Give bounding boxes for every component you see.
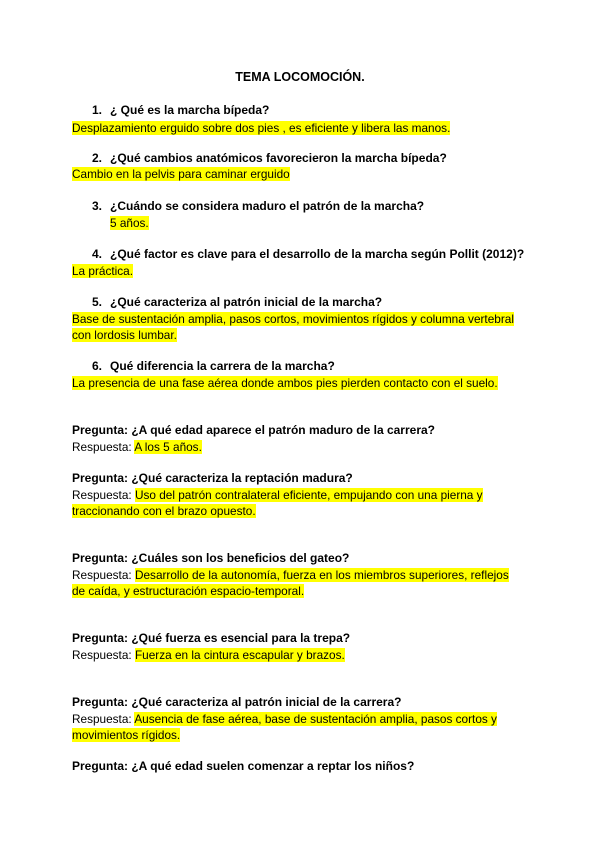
qa-question-3: Pregunta: ¿Cuáles son los beneficios del gateo? <box>72 551 350 565</box>
answer-text-line-2: movimientos rígidos. <box>72 728 181 742</box>
answer-2 <box>72 166 290 182</box>
question-5 <box>92 295 382 309</box>
answer-text: Fuerza en la cintura escapular y brazos. <box>134 648 345 662</box>
document-title: TEMA LOCOMOCIÓN. <box>235 70 365 84</box>
qa-answer-1 <box>72 439 202 455</box>
question-6 <box>92 359 335 373</box>
answer-text-line-2: con lordosis lumbar. <box>72 328 177 342</box>
qa-question-2: Pregunta: ¿Qué caracteriza la reptación madura? <box>72 471 353 485</box>
answer-6 <box>72 375 498 391</box>
answer-4 <box>72 263 133 279</box>
question-number: 4. <box>92 247 103 261</box>
answer-text-line-1: Desarrollo de la autonomía, fuerza en los miembros superiores, reflejos <box>134 568 509 582</box>
question-4 <box>92 247 524 261</box>
answer-text-line-2: de caída, y estructuración espacio-temporal. <box>72 584 305 598</box>
question-text: Qué diferencia la carrera de la marcha? <box>110 359 335 373</box>
answer-text: La práctica. <box>72 264 133 278</box>
question-number: 5. <box>92 295 103 309</box>
answer-1 <box>72 120 450 136</box>
answer-3 <box>110 215 149 231</box>
question-number: 6. <box>92 359 103 373</box>
answer-text: 5 años. <box>110 216 149 230</box>
answer-label: Respuesta: <box>72 488 135 502</box>
answer-text: La presencia de una fase aérea donde ambos pies pierden contacto con el suelo. <box>72 376 498 390</box>
qa-answer-5 <box>72 711 497 743</box>
answer-5 <box>72 311 514 343</box>
question-number: 3. <box>92 199 103 213</box>
answer-text-line-2: traccionando con el brazo opuesto. <box>72 504 256 518</box>
answer-text-line-1: Base de sustentación amplia, pasos cortos, movimientos rígidos y columna vertebral <box>72 312 514 326</box>
answer-text: Cambio en la pelvis para caminar erguido <box>72 167 290 181</box>
answer-text-line-1: Uso del patrón contralateral eficiente, empujando con una pierna y <box>134 488 483 502</box>
question-text: ¿Cuándo se considera maduro el patrón de la marcha? <box>110 199 425 213</box>
qa-question-6: Pregunta: ¿A qué edad suelen comenzar a reptar los niños? <box>72 759 415 773</box>
question-2 <box>92 151 447 165</box>
question-text: ¿ Qué es la marcha bípeda? <box>110 103 270 117</box>
qa-answer-4 <box>72 647 345 663</box>
qa-answer-2 <box>72 487 483 519</box>
answer-label: Respuesta: <box>72 648 135 662</box>
question-3 <box>92 199 424 213</box>
answer-text: A los 5 años. <box>134 440 202 454</box>
question-number: 1. <box>92 103 103 117</box>
question-text: ¿Qué factor es clave para el desarrollo de la marcha según Pollit (2012)? <box>110 247 525 261</box>
answer-label: Respuesta: <box>72 712 135 726</box>
answer-label: Respuesta: <box>72 440 135 454</box>
answer-text: Desplazamiento erguido sobre dos pies , es eficiente y libera las manos. <box>72 121 451 135</box>
qa-answer-3 <box>72 567 509 599</box>
answer-label: Respuesta: <box>72 568 135 582</box>
qa-question-4: Pregunta: ¿Qué fuerza es esencial para la trepa? <box>72 631 351 645</box>
qa-question-1: Pregunta: ¿A qué edad aparece el patrón maduro de la carrera? <box>72 423 435 437</box>
question-number: 2. <box>92 151 103 165</box>
question-text: ¿Qué caracteriza al patrón inicial de la marcha? <box>110 295 383 309</box>
answer-text-line-1: Ausencia de fase aérea, base de sustentación amplia, pasos cortos y <box>134 712 497 726</box>
question-text: ¿Qué cambios anatómicos favorecieron la marcha bípeda? <box>110 151 447 165</box>
question-1 <box>92 103 269 117</box>
qa-question-5: Pregunta: ¿Qué caracteriza al patrón inicial de la carrera? <box>72 695 402 709</box>
